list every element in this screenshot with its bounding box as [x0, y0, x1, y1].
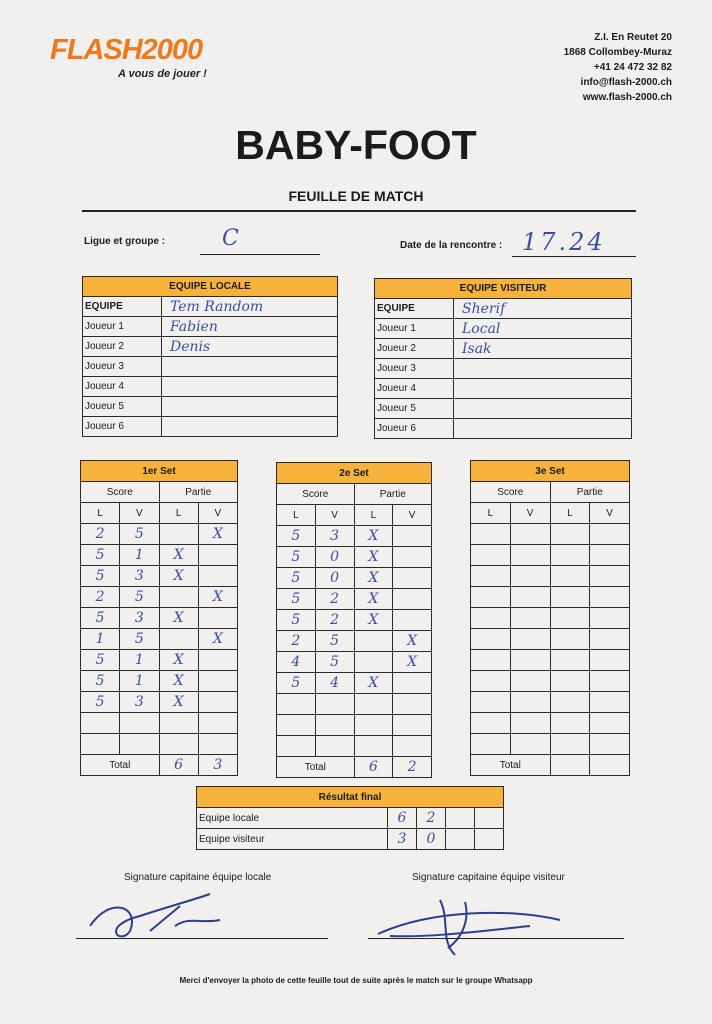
set-cell[interactable]: 5 [81, 671, 120, 692]
date-label: Date de la rencontre : [400, 240, 503, 251]
set-cell[interactable]: 4 [277, 652, 316, 673]
home-team-table [82, 276, 338, 437]
set-3-table [470, 460, 630, 776]
set-cell[interactable]: X [159, 650, 198, 671]
set-cell[interactable]: X [159, 545, 198, 566]
set-cell[interactable] [510, 524, 550, 545]
set-cell[interactable] [510, 608, 550, 629]
set-cell[interactable]: 5 [81, 608, 120, 629]
set-row [277, 526, 432, 547]
set-total-row [471, 755, 630, 776]
lv-header: V [315, 505, 354, 526]
set-cell[interactable]: 5 [277, 568, 316, 589]
team-row-label: Joueur 4 [83, 377, 162, 397]
team-row-value[interactable]: Sherif [454, 299, 632, 319]
result-row [197, 829, 504, 850]
set-total-value[interactable] [590, 755, 630, 776]
set-cell[interactable] [550, 587, 590, 608]
company-tagline: A vous de jouer ! [118, 68, 207, 80]
team-row-value[interactable] [162, 417, 338, 437]
lv-header: V [198, 503, 237, 524]
set-group-row [471, 482, 630, 503]
lv-header: L [354, 505, 393, 526]
set-cell[interactable] [590, 692, 630, 713]
score-header: Score [81, 482, 160, 503]
result-row [197, 808, 504, 829]
set-cell[interactable]: 3 [120, 608, 159, 629]
set-cell[interactable] [510, 587, 550, 608]
set-cell[interactable] [354, 736, 393, 757]
final-result-header: Résultat final [197, 787, 504, 808]
set-cell[interactable] [198, 650, 237, 671]
set-cell[interactable]: 5 [277, 673, 316, 694]
set-cell[interactable] [550, 545, 590, 566]
set-total-value[interactable]: 6 [354, 757, 393, 778]
set-cell[interactable]: 5 [277, 589, 316, 610]
set-cell[interactable]: 5 [81, 545, 120, 566]
result-value[interactable]: 0 [417, 829, 446, 850]
set-row [277, 715, 432, 736]
set-cell[interactable]: 1 [120, 545, 159, 566]
set-row [471, 713, 630, 734]
set-title-row [471, 461, 630, 482]
set-cell[interactable]: X [354, 568, 393, 589]
set-cell[interactable] [315, 715, 354, 736]
set-cell[interactable] [550, 524, 590, 545]
partie-header: Partie [159, 482, 238, 503]
set-cell[interactable] [590, 713, 630, 734]
team-row-value[interactable]: Tem Random [162, 297, 338, 317]
set-cell[interactable] [393, 610, 432, 631]
set-cell[interactable] [510, 545, 550, 566]
address-phone: +41 24 472 32 82 [593, 62, 672, 73]
team-row-label: EQUIPE [375, 299, 454, 319]
lv-header: V [510, 503, 550, 524]
set-row [81, 608, 238, 629]
set-row [471, 692, 630, 713]
set-cell[interactable] [510, 692, 550, 713]
team-row-label: Joueur 3 [375, 359, 454, 379]
team-row [83, 397, 338, 417]
set-cell[interactable] [550, 566, 590, 587]
team-row-label: Joueur 2 [83, 337, 162, 357]
set-cell[interactable]: 5 [120, 524, 159, 545]
team-row-label: Joueur 5 [83, 397, 162, 417]
address-line: 1868 Collombey-Muraz [563, 47, 672, 58]
set-cell[interactable] [315, 736, 354, 757]
set-row [471, 566, 630, 587]
set-cell[interactable] [159, 713, 198, 734]
set-cell[interactable] [590, 650, 630, 671]
team-row [83, 377, 338, 397]
date-value[interactable]: 17.24 [522, 228, 606, 256]
set-cell[interactable]: 4 [315, 673, 354, 694]
set-cell[interactable] [590, 545, 630, 566]
set-lv-row [81, 503, 238, 524]
address-line: Z.I. En Reutet 20 [594, 32, 672, 43]
set-row [81, 629, 238, 650]
company-address [492, 30, 672, 105]
set-row [81, 734, 238, 755]
set-cell[interactable] [354, 652, 393, 673]
set-cell[interactable]: 1 [120, 671, 159, 692]
set-total-value[interactable]: 3 [198, 755, 237, 776]
address-email: info@flash-2000.ch [580, 77, 672, 88]
team-row-value[interactable] [162, 397, 338, 417]
set-cell[interactable]: X [198, 629, 237, 650]
home-signature-line [76, 938, 328, 939]
league-label: Ligue et groupe : [84, 236, 166, 247]
set-total-value[interactable]: 6 [159, 755, 198, 776]
result-value[interactable]: 6 [388, 808, 417, 829]
set-cell[interactable] [354, 694, 393, 715]
away-team-table [374, 278, 632, 439]
total-label: Total [81, 755, 160, 776]
team-row-value[interactable]: Local [454, 319, 632, 339]
set-2-table [276, 462, 432, 778]
set-cell[interactable] [81, 734, 120, 755]
team-row [375, 319, 632, 339]
result-value[interactable] [475, 808, 504, 829]
set-cell[interactable] [510, 629, 550, 650]
team-row [375, 399, 632, 419]
partie-header: Partie [354, 484, 432, 505]
set-total-row [277, 757, 432, 778]
lv-header: L [81, 503, 120, 524]
set-row [81, 587, 238, 608]
date-underline [512, 256, 636, 257]
set-cell[interactable] [393, 568, 432, 589]
set-row [471, 587, 630, 608]
score-header: Score [277, 484, 355, 505]
set-row [277, 568, 432, 589]
set-cell[interactable] [510, 650, 550, 671]
set-cell[interactable] [198, 671, 237, 692]
set-cell[interactable]: 5 [315, 631, 354, 652]
set-cell[interactable]: 5 [81, 692, 120, 713]
set-cell[interactable]: 5 [277, 526, 316, 547]
league-underline [200, 254, 320, 255]
result-label: Equipe locale [197, 808, 388, 829]
set-cell[interactable]: X [159, 692, 198, 713]
set-row [277, 736, 432, 757]
set-cell[interactable] [550, 692, 590, 713]
set-cell[interactable] [354, 715, 393, 736]
away-signature-label: Signature capitaine équipe visiteur [412, 872, 565, 883]
set-cell[interactable]: X [354, 673, 393, 694]
team-row [375, 359, 632, 379]
set-cell[interactable] [590, 524, 630, 545]
title-divider [82, 210, 636, 212]
set-cell[interactable]: 5 [315, 652, 354, 673]
team-row [375, 339, 632, 359]
set-row [471, 650, 630, 671]
set-cell[interactable] [393, 694, 432, 715]
team-row-label: Joueur 1 [375, 319, 454, 339]
set-cell[interactable]: 3 [315, 526, 354, 547]
set-cell[interactable]: 5 [81, 566, 120, 587]
set-row [471, 629, 630, 650]
set-row [81, 545, 238, 566]
total-label: Total [277, 757, 355, 778]
set-cell[interactable] [159, 587, 198, 608]
set-group-row [81, 482, 238, 503]
lv-header: L [471, 503, 511, 524]
set-cell[interactable] [393, 736, 432, 757]
team-row-label: Joueur 1 [83, 317, 162, 337]
set-cell[interactable]: 1 [120, 650, 159, 671]
home-signature-label: Signature capitaine équipe locale [124, 872, 272, 883]
set-title: 2e Set [277, 463, 432, 484]
set-cell[interactable] [471, 524, 511, 545]
set-cell[interactable] [198, 545, 237, 566]
page-title: BABY-FOOT [235, 122, 477, 168]
set-total-value[interactable] [550, 755, 590, 776]
result-value[interactable]: 3 [388, 829, 417, 850]
result-value[interactable] [446, 808, 475, 829]
set-row [277, 547, 432, 568]
set-cell[interactable]: X [354, 610, 393, 631]
set-cell[interactable] [590, 587, 630, 608]
set-cell[interactable]: 3 [120, 566, 159, 587]
set-cell[interactable]: 5 [277, 547, 316, 568]
set-1-table [80, 460, 238, 776]
logo-text: FLASH2000 [50, 34, 203, 66]
set-cell[interactable] [510, 734, 550, 755]
set-cell[interactable]: X [198, 587, 237, 608]
set-total-row [81, 755, 238, 776]
set-cell[interactable]: X [198, 524, 237, 545]
team-row [83, 317, 338, 337]
set-title-row [277, 463, 432, 484]
set-cell[interactable]: X [393, 631, 432, 652]
set-cell[interactable]: X [354, 526, 393, 547]
set-cell[interactable] [590, 671, 630, 692]
address-website: www.flash-2000.ch [582, 92, 672, 103]
set-row [471, 524, 630, 545]
result-value[interactable] [475, 829, 504, 850]
set-title: 3e Set [471, 461, 630, 482]
team-row-value[interactable] [454, 379, 632, 399]
team-row-value[interactable]: Isak [454, 339, 632, 359]
set-cell[interactable]: 2 [315, 610, 354, 631]
set-cell[interactable] [550, 713, 590, 734]
set-cell[interactable] [550, 734, 590, 755]
set-cell[interactable]: 0 [315, 568, 354, 589]
team-row-value[interactable] [162, 357, 338, 377]
team-row-label: Joueur 4 [375, 379, 454, 399]
set-row [277, 589, 432, 610]
score-header: Score [471, 482, 551, 503]
set-cell[interactable]: 2 [81, 587, 120, 608]
team-row-value[interactable] [454, 419, 632, 439]
set-lv-row [471, 503, 630, 524]
footer-note: Merci d'envoyer la photo de cette feuille tout de suite après le match sur le groupe Whatsapp [179, 976, 533, 985]
set-cell[interactable] [471, 629, 511, 650]
set-cell[interactable] [198, 608, 237, 629]
set-cell[interactable] [198, 713, 237, 734]
set-cell[interactable] [354, 631, 393, 652]
set-total-value[interactable]: 2 [393, 757, 432, 778]
set-cell[interactable] [510, 671, 550, 692]
set-cell[interactable]: 3 [120, 692, 159, 713]
set-cell[interactable]: X [159, 608, 198, 629]
result-value[interactable]: 2 [417, 808, 446, 829]
set-cell[interactable]: 5 [120, 629, 159, 650]
set-cell[interactable] [550, 650, 590, 671]
set-cell[interactable] [471, 713, 511, 734]
set-cell[interactable] [471, 671, 511, 692]
set-cell[interactable]: 5 [277, 610, 316, 631]
result-label: Equipe visiteur [197, 829, 388, 850]
set-cell[interactable] [590, 734, 630, 755]
team-row-value[interactable] [162, 377, 338, 397]
team-row [83, 417, 338, 437]
set-row [81, 650, 238, 671]
set-cell[interactable] [198, 734, 237, 755]
set-row [81, 713, 238, 734]
team-row-label: Joueur 2 [375, 339, 454, 359]
set-cell[interactable] [393, 589, 432, 610]
away-team-header: EQUIPE VISITEUR [375, 279, 632, 299]
lv-header: V [393, 505, 432, 526]
set-cell[interactable]: X [159, 566, 198, 587]
set-row [471, 545, 630, 566]
set-row [277, 673, 432, 694]
set-cell[interactable]: 1 [81, 629, 120, 650]
total-label: Total [471, 755, 551, 776]
team-row [375, 419, 632, 439]
team-row [83, 337, 338, 357]
team-row-value[interactable] [454, 359, 632, 379]
set-cell[interactable]: 5 [81, 650, 120, 671]
set-row [277, 652, 432, 673]
team-row-value[interactable]: Fabien [162, 317, 338, 337]
set-cell[interactable] [550, 629, 590, 650]
set-cell[interactable] [590, 608, 630, 629]
set-row [81, 524, 238, 545]
set-cell[interactable] [590, 566, 630, 587]
team-row-label: EQUIPE [83, 297, 162, 317]
set-cell[interactable] [471, 566, 511, 587]
team-row-label: Joueur 6 [375, 419, 454, 439]
set-row [471, 734, 630, 755]
set-cell[interactable]: 0 [315, 547, 354, 568]
set-cell[interactable] [393, 547, 432, 568]
set-cell[interactable] [471, 545, 511, 566]
set-cell[interactable]: X [393, 652, 432, 673]
set-cell[interactable] [277, 715, 316, 736]
lv-header: V [120, 503, 159, 524]
team-row [83, 357, 338, 377]
final-result-table [196, 786, 504, 850]
team-row-value[interactable]: Denis [162, 337, 338, 357]
set-title: 1er Set [81, 461, 238, 482]
set-cell[interactable] [120, 734, 159, 755]
set-title-row [81, 461, 238, 482]
set-cell[interactable] [510, 566, 550, 587]
team-row-label: Joueur 6 [83, 417, 162, 437]
set-cell[interactable] [198, 566, 237, 587]
team-row [375, 379, 632, 399]
set-group-row [277, 484, 432, 505]
home-team-header: EQUIPE LOCALE [83, 277, 338, 297]
set-row [81, 692, 238, 713]
home-signature [80, 886, 240, 946]
team-row-label: Joueur 3 [83, 357, 162, 377]
set-cell[interactable] [159, 734, 198, 755]
set-cell[interactable] [471, 587, 511, 608]
set-cell[interactable] [590, 629, 630, 650]
set-cell[interactable] [393, 526, 432, 547]
set-cell[interactable]: 2 [81, 524, 120, 545]
set-cell[interactable] [550, 608, 590, 629]
set-cell[interactable]: 2 [315, 589, 354, 610]
set-cell[interactable] [471, 734, 511, 755]
set-cell[interactable] [471, 692, 511, 713]
away-signature [370, 890, 570, 960]
set-cell[interactable]: 5 [120, 587, 159, 608]
set-cell[interactable] [550, 671, 590, 692]
lv-header: L [159, 503, 198, 524]
set-cell[interactable]: 2 [277, 631, 316, 652]
set-cell[interactable] [510, 713, 550, 734]
company-logo [50, 34, 202, 67]
set-lv-row [277, 505, 432, 526]
set-row [81, 671, 238, 692]
team-row [83, 297, 338, 317]
set-row [81, 566, 238, 587]
page-subtitle: FEUILLE DE MATCH [288, 188, 424, 204]
set-cell[interactable] [277, 736, 316, 757]
set-cell[interactable] [471, 608, 511, 629]
team-row [375, 299, 632, 319]
set-row [277, 631, 432, 652]
partie-header: Partie [550, 482, 630, 503]
set-cell[interactable] [315, 694, 354, 715]
set-row [277, 694, 432, 715]
set-cell[interactable]: X [354, 547, 393, 568]
team-row-value[interactable] [454, 399, 632, 419]
set-cell[interactable] [81, 713, 120, 734]
set-cell[interactable] [159, 524, 198, 545]
set-cell[interactable]: X [159, 671, 198, 692]
team-row-label: Joueur 5 [375, 399, 454, 419]
set-cell[interactable]: X [354, 589, 393, 610]
set-cell[interactable] [277, 694, 316, 715]
set-cell[interactable] [471, 650, 511, 671]
set-cell[interactable] [393, 715, 432, 736]
set-cell[interactable] [198, 692, 237, 713]
away-signature-line [368, 938, 624, 939]
league-value[interactable]: C [222, 226, 239, 251]
set-cell[interactable] [159, 629, 198, 650]
set-cell[interactable] [393, 673, 432, 694]
set-row [471, 671, 630, 692]
set-cell[interactable] [120, 713, 159, 734]
set-row [277, 610, 432, 631]
lv-header: L [277, 505, 316, 526]
result-value[interactable] [446, 829, 475, 850]
set-row [471, 608, 630, 629]
lv-header: L [550, 503, 590, 524]
lv-header: V [590, 503, 630, 524]
